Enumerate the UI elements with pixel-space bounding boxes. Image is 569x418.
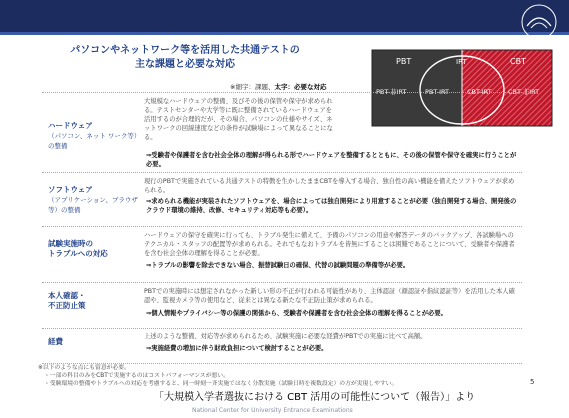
row-issue-text: PBTでの実施時には想定されなかった新しい形の不正が行われる可能性があり、主体認証（顔認証や指紋認証等）を活用した本人確認や、監視カメラ等の使用など、従来とは異なる新たな不正防止策が求められる。 <box>144 288 515 304</box>
title-line-1: パソコンやネットワーク等を活用した共通テストの <box>70 45 300 56</box>
footnote-heading: ※以下のような点にも留意が必要。 <box>38 365 130 371</box>
table-row <box>42 172 522 223</box>
irt-label: IRT <box>456 58 467 66</box>
header-bar <box>0 0 569 32</box>
row-action-text: ⇒受験者や保護者を含む社会全体の理解が得られる形でハードウェアを整備するとともに、その後の保管や保守を確実に行うことが必要。 <box>146 152 517 168</box>
row-label: ソフトウェア （アプリケーション、ブラウザ等）の整備 <box>48 185 138 214</box>
pbt-label: PBT <box>396 57 412 66</box>
legend-bold: 太字：必要な対応 <box>274 83 327 91</box>
legend-prefix: ※細字：課題、 <box>230 83 275 91</box>
page-title <box>60 44 310 72</box>
row-issue-text: 現行のPBTで実施されている共通テストの特徴を生かしたままCBTを導入する場合、独自性の高い機能を備えたソフトウェアが求められる。 <box>144 178 515 194</box>
table-row <box>42 282 522 327</box>
footnote-item: ・受験環境の整備やトラブルへの対応を考慮すると、同一時刻一斉実施ではなく分散実施（試験日時を複数設定）の方が実現しやすい。 <box>44 381 398 387</box>
source-caption: 「大規模入学者選抜における CBT 活用の可能性について（報告）」より <box>154 392 476 403</box>
title-line-2: 主な課題と必要な対応 <box>135 59 235 70</box>
pbt-irt-label: PBT-IRT <box>425 88 450 96</box>
table-row <box>42 328 522 364</box>
logo-text: NATIONAL CENTER FOR UNIVER... <box>513 36 565 40</box>
footer-text: National Center for University Entrance Examinations <box>192 407 353 414</box>
cbt-non-irt-label: CBT-非IRT <box>508 88 540 96</box>
organization-logo-icon <box>513 2 565 42</box>
cbt-irt-label: CBT-IRT <box>467 88 492 96</box>
footnote-item: ・一部の科目のみをCBTで実施するのはコストパフォーマンスが悪い。 <box>44 373 229 379</box>
row-label: 経費 <box>48 337 63 346</box>
row-issue-text: 大規模なハードウェアの整備、及びその後の保管や保守が求められる。テストセンターや大学等に既に整備されているハードウェアを活用するのが合理的だが、その場合、パソコンの仕様やサイズ、ネットワークの回線速度などの条件が試験場によって異なることになる。 <box>144 98 333 141</box>
row-issue-text: ハードウェアの保守を確実に行っても、トラブル発生に備えて、予備のパソコンの用意や解答データのバックアップ、各試験場へのテクニカル・スタッフの配置等が求められる。それでもなおトラブルを皆無にすることは困難であることについて、受験者や保護者を含む社会全体の理解を得ることが必要。 <box>144 232 515 257</box>
row-action-text: ⇒個人情報やプライバシー等の保護の関係から、受験者や保護者を含む社会全体の理解を得ることが必要。 <box>146 310 447 317</box>
page-number: 5 <box>530 378 535 386</box>
legend-note <box>230 82 326 91</box>
row-action-text: ⇒求められる機能が実装されたソフトウェアを、場合によっては独自開発により用意することが必要（独自開発する場合、開発後のクラウド環境の維持、改修、セキュリティ対応等も必要）。 <box>146 198 517 214</box>
row-action-text: ⇒実施経費の増加に伴う財政負担について検討することが必要。 <box>146 345 328 352</box>
row-label: 試験実施時の トラブルへの対応 <box>48 239 108 258</box>
header-accent-line <box>0 32 569 35</box>
pbt-non-irt-label: PBT-非IRT <box>376 88 407 96</box>
row-label: 本人確認・ 不正防止策 <box>48 291 86 310</box>
table-row <box>42 226 522 281</box>
row-label: ハードウェア （パソコン、ネット ワーク等）の整備 <box>48 121 138 150</box>
table-row <box>42 92 522 171</box>
row-issue-text: 上述のような整備、対応等が求められるため、試験実施に必要な経費がPBTでの実施に比べて高額。 <box>144 333 427 340</box>
cbt-label: CBT <box>510 57 526 66</box>
row-action-text: ⇒トラブルの影響を除去できない場合、振替試験日の確保、代替の試験問題の準備等が必要。 <box>146 262 410 269</box>
